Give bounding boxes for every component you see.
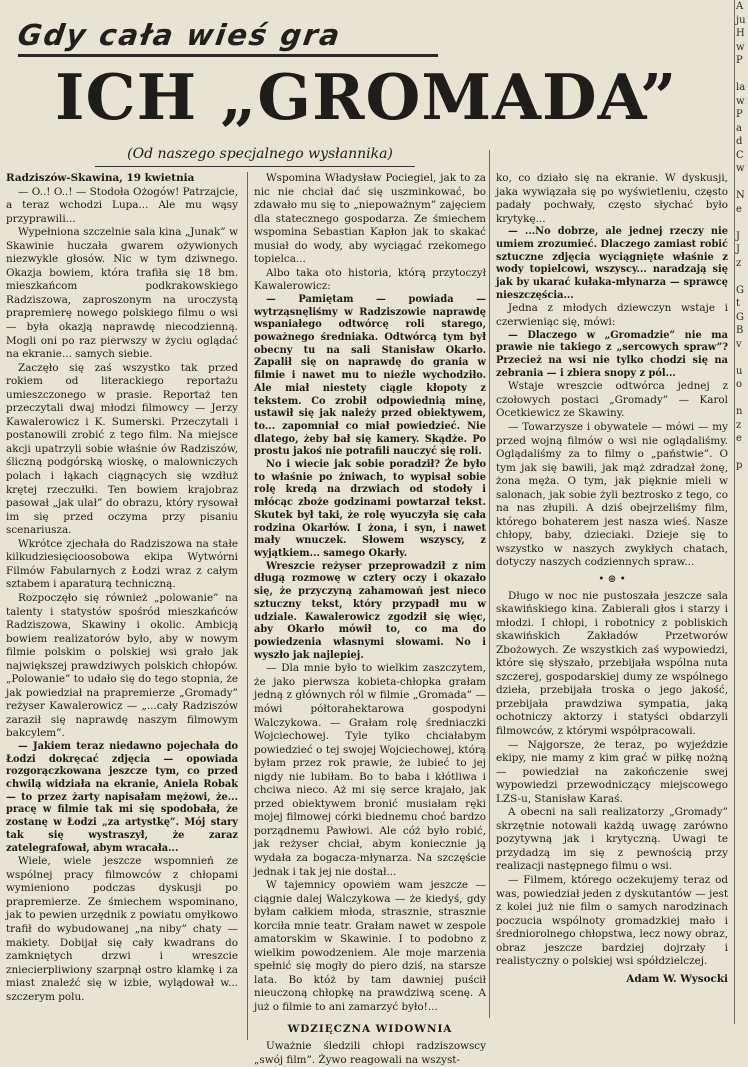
- quote-paragraph: No i wiecie jak sobie poradził? Że było to właśnie po żniwach, to wypisał sobie rolę kredą na drzwiach od stodoły i młócąc zboże godzinami powtarzał tekst. Skutek był taki, że rolę wyuczyła się cała rodzina Okarłów. I żona, i syn, i nawet mały wnuczek. Słowem wszyscy, z wyjątkiem... samego Okarły.: [254, 459, 486, 559]
- edge-fragment: e: [736, 433, 742, 444]
- paragraph: Jedna z młodych dziewczyn wstaje i czerwieniąc się, mówi:: [496, 302, 728, 328]
- edge-fragment: z: [736, 257, 742, 269]
- edge-fragment: u: [736, 365, 743, 377]
- edge-fragment: w: [736, 163, 745, 174]
- edge-fragment: z: [736, 419, 742, 431]
- edge-fragment: G: [736, 311, 744, 323]
- quote-paragraph: Wreszcie reżyser przeprowadził z nim długą rozmowę w cztery oczy i okazało się, że przyczyną zahamowań jest nieco sztuczny tekst, który przypadł mu w udziale. Kawalerowicz zgodził się więc, aby Okarło mówił to, co ma do powiedzenia własnymi słowami. No i wyszło jak najlepiej.: [254, 560, 486, 661]
- edge-fragment: G: [736, 284, 744, 296]
- paragraph: W tajemnicy opowiem wam jeszcze — ciągnie dalej Walczykowa — że kiedyś, gdy byłam całkiem młoda, strasznie, strasznie korciła mnie teatr. Grałam nawet w zespole amatorskim w Skawinie. I to podobno z wielkim powodzeniem. Ale moje marzenia spełnić się mogły do piero dziś, na starsze lata. Bo któż by tam dawniej puścił nieuczoną chłopkę na prawdziwą scenę. A już o filmie to ani zamarzyć było!...: [254, 879, 486, 1013]
- byline: (Od naszego specjalnego wysłannika): [127, 146, 393, 162]
- edge-fragment: P: [736, 55, 743, 66]
- paragraph: Wiele, wiele jeszcze wspomnień ze wspólnej pracy filmowców z chłopami wymieniono podczas dyskusji po prapremierze. Ze śmiechem wspominano, jak to pewien urzędnik z powiatu omyłkowo trafił do wybudowanej „na niby” chaty — makiety. Dobijał się cały kwadrans do zamkniętych drzwi i wreszcie zniecierpliwiony szarpnął ostro klamkę i za miast znaleźć się w izbie, wylądował w... szczerym polu.: [6, 855, 238, 1003]
- neighbor-column-fragment: [736, 0, 748, 1024]
- edge-fragment: la: [736, 82, 746, 93]
- edge-fragment: v: [736, 338, 742, 350]
- article-column-3: [496, 172, 728, 1022]
- paragraph: Długo w noc nie pustoszała jeszcze sala skawińskiego kina. Zabierali głos i starzy i młodzi. I chłopi, i robotnicy z pobliskich skawińskich Zakładów Przetworów Zbożowych. Ze wszystkich zaś wypowiedzi, które się słyszało, przebijała wspólna nuta szczerej, gospodarskiej dumy ze wspólnego dzieła, przebijała troska o jego jakość, przebijała prawdziwa sympatia, jaką ochotniczy aktorzy i statyści obdarzyli filmowców, z którymi współpracowali.: [496, 589, 728, 737]
- edge-fragment: d: [736, 136, 743, 147]
- byline-rule: [95, 166, 415, 167]
- quote-paragraph: — Jakiem teraz niedawno pojechała do Łodzi dokręcać zdjęcia — opowiada rozgorączkowana jeszcze tym, co przed chwilą widziała na ekranie, Aniela Robak — to przez żarty napisałam mężowi, że... pracę w filmie tak mi się spodobała, że zostanę w Łodzi „za artystkę”. Mój stary tak się wystraszył, że zaraz zatelegrafował, abym wracała...: [6, 740, 238, 854]
- edge-fragment: a: [736, 122, 742, 134]
- neighbor-column-divider: [734, 0, 735, 1024]
- quote-paragraph: — Pamiętam — powiada — wytrząsnęliśmy w Radziszowie naprawdę wspaniałego odtwórcę roli starego, poważnego średniaka. Odtwórcą tym był obecny tu na sali Stanisław Okarło. Zapalił się on naprawdę do grania w filmie i nawet mu to nieźle wychodziło. Ale miał niestety ciągle kłopoty z tekstem. Co zrobił odpowiednią minę, ustawił się jak należy przed obiektywem, to... zapomniał co miał powiedzieć. Nie dlatego, żeby bał się kamery. Skądże. Po prostu jakoś nie potrafili nauczyć się roli.: [254, 293, 486, 458]
- edge-fragment: n: [736, 406, 743, 417]
- quote-paragraph: — ...No dobrze, ale jednej rzeczy nie umiem zrozumieć. Dlaczego zamiast robić sztuczne zdjęcia wyciągnięte właśnie z wody topielcowi, wszyscy... naradzają się jak by ukarać kułaka-młynarza — sprawcę nieszczęścia...: [496, 226, 728, 301]
- edge-fragment: w: [736, 95, 745, 107]
- edge-fragment: [736, 392, 748, 406]
- paragraph: ko, co działo się na ekranie. W dyskusji, jaka wywiązała się po wyświetleniu, często padały pochwały, często słychać było krytykę...: [496, 172, 728, 225]
- headline: ICH „GROMADA”: [55, 60, 678, 134]
- edge-fragment: [736, 270, 748, 284]
- edge-fragment: B: [736, 325, 744, 336]
- edge-fragment: J: [736, 244, 741, 255]
- paragraph: A obecni na sali realizatorzy „Gromady” skrzętnie notowali każdą uwagę zarówno pozytywną jak i krytyczną. Uwagi te przydadzą im się z pewnością przy realizacji następnego filmu o wsi.: [496, 806, 728, 873]
- edge-fragment: [736, 446, 748, 460]
- quote-paragraph: — Dlaczego w „Gromadzie” nie ma prawie nie takiego z „sercowych spraw”? Przecież na wsi nie tylko chodzi się na zebrania — i zbiera snopy z pól...: [496, 329, 728, 379]
- edge-fragment: o: [736, 379, 743, 390]
- edge-fragment: C: [736, 149, 744, 161]
- column-divider: [489, 150, 490, 1018]
- kicker-title: Gdy cała wieś gra: [15, 18, 344, 52]
- paragraph: — Filmem, którego oczekujemy teraz od was, powiedział jeden z dyskutantów — jest z kolei już nie film o samych narodzinach poczucia wspólnoty gromadzkiej mało i średniorolnego chłopstwa, lecz nowy obraz, obraz jeszcze bardziej dojrzały i realistyczny o polskiej wsi spółdzielczej.: [496, 874, 728, 968]
- paragraph: Rozpoczęło się również „polowanie” na talenty i statystów spośród mieszkańców Radziszowa, Skawiny i okolic. Ambicją bowiem realizatorów było, aby w nowym filmie polskim o polskiej wsi grało jak największej prawdziwych polskich chłopów. „Polowanie” to udało się do tego stopnia, że jak powiedział na prapremierze „Gromady” reżyser Kawalerowicz — „...cały Radziszów zaraził się naprawdę naszym filmowym bakcylem”.: [6, 591, 238, 740]
- paragraph: Wypełniona szczelnie sala kina „Junak” w Skawinie huczała gwarem ożywionych niezwykle głosów. Nic w tym dziwnego. Okazja bowiem, która trafiła się 18 bm. mieszkańcom podkrakowskiego Radziszowa, zaproszonym na uroczystą prapremierę nowego polskiego filmu o wsi — była okazją naprawdę niecodzienną. Mogli oni po raz pierwszy w życiu oglądać na ekranie... samych siebie.: [6, 226, 238, 361]
- article-column-2: [254, 172, 486, 1066]
- edge-fragment: ju: [736, 14, 746, 26]
- author-signature: Adam W. Wysocki: [626, 972, 728, 985]
- edge-fragment: w: [736, 41, 745, 53]
- paragraph: — Najgorsze, że teraz, po wyjeździe ekipy, nie mamy z kim grać w piłkę nożną — powiedział na zakończenie swej wypowiedzi przewodniczący miejscowego LZS-u, Stanisław Karaś.: [496, 738, 728, 805]
- section-separator: • ⊛ •: [598, 572, 626, 585]
- edge-fragment: p: [736, 460, 743, 471]
- edge-fragment: e: [736, 203, 742, 215]
- paragraph: — Dla mnie było to wielkim zaszczytem, że jako pierwsza kobieta-chłopka grałam jedną z głównych ról w filmie „Gromada” — mówi półtorahektarowa gospodyni Walczykowa. — Grałam rolę średniaczki Wojciechowej. Tyle tylko chciałabym powiedzieć o tej swojej Wojciechowej, którą byłam przez rok prawie, że lubieć to jej nigdy nie lubiłam. Bo to baba i kłótliwa i chciwa nieco. Aż mi się serce krajało, jak przed obiektywem bronić musiałam ręki mojej filmowej córki biednemu choć bardzo porządnemu Pawłowi. Ale cóż było robić, jak reżyser chciał, abym koniecznie ją wydała za bogacza-młynarza. Na szczęście jednak i tak jej nie dostał...: [254, 662, 486, 878]
- edge-fragment: P: [736, 109, 743, 120]
- paragraph: — Towarzysze i obywatele — mówi — my przed wojną filmów o wsi nie oglądaliśmy. Oglądaliśmy za to filmy o „państwie”. O tym jak się bawili, jak mąż zdradzał żonę, żona męża. O tym, jak pięknie mieli w salonach, jak sobie żyli beztrosko z tego, co na nas złupili. A dziś obejrzeliśmy film, którego bohaterem jest nasza wieś. Nasze chłopy, baby, dzieciaki. Dzieje się to wszystko w naszych zwykłych chatach, dotyczy naszych codziennych spraw...: [496, 420, 728, 569]
- edge-fragment: A: [736, 1, 744, 12]
- edge-fragment: [736, 176, 748, 190]
- paragraph: Uważnie śledzili chłopi radziszowscy „swój film”. Żywo reagowali na wszyst-: [254, 1040, 486, 1066]
- dateline: Radziszów-Skawina, 19 kwietnia: [6, 172, 195, 184]
- edge-fragment: t: [736, 298, 741, 309]
- paragraph: Zaczęło się zaś wszystko tak przed rokiem od literackiego reportażu umieszczonego w prasie. Reportaż ten przeczytali dwaj młodzi filmowcy — Jerzy Kawalerowicz i K. Sumerski. Przeczytali i postanowili zrobić z tego film. Na miejsce akcji upatrzyli sobie właśnie ów Radziszów, śliczną podgórską wioskę, o malowniczych polach i łąkach ciągnących się wzdłuż krętej rzeczułki. Ten bowiem krajobraz pasował „jak ulał” do obrazu, który rysował im się przed oczyma przy pisaniu scenariusza.: [6, 361, 238, 537]
- paragraph: Wstaje wreszcie odtwórca jednej z czołowych postaci „Gromady” — Karol Ocetkiewicz ze Skawiny.: [496, 380, 728, 420]
- paragraph: Wspomina Władysław Pociegiel, jak to za nic nie chciał dać się uszminkować, bo zdawało mu się to „niepoważnym” zajęciem dla statecznego gospodarza. Ze śmiechem wspomina Sebastian Kapłon jak to skakać musiał do wody, aby wyciągać rzekomego topielca...: [254, 172, 486, 266]
- kicker-underline: [18, 54, 438, 57]
- section-subheading: WDZIĘCZNA WIDOWNIA: [287, 1022, 453, 1035]
- edge-fragment: J: [736, 230, 741, 242]
- edge-fragment: H: [736, 28, 745, 39]
- edge-fragment: [736, 216, 748, 230]
- article-column-1: [6, 172, 238, 1022]
- edge-fragment: [736, 351, 748, 365]
- edge-fragment: N: [736, 190, 745, 201]
- column-divider: [247, 172, 248, 1040]
- paragraph: — O..! O..! — Stodoła Ożogów! Patrzajcie, a teraz wchodzi Lupa... Ale mu wąsy przyprawili...: [6, 185, 238, 225]
- paragraph: Albo taka oto historia, którą przytoczył Kawalerowicz:: [254, 266, 486, 293]
- edge-fragment: [736, 68, 748, 82]
- paragraph: Wkrótce zjechała do Radziszowa na stałe kilkudziesięcioosobowa ekipa Wytwórni Filmów Fabularnych z Łodzi wraz z całym sztabem i aparaturą techniczną.: [6, 537, 238, 591]
